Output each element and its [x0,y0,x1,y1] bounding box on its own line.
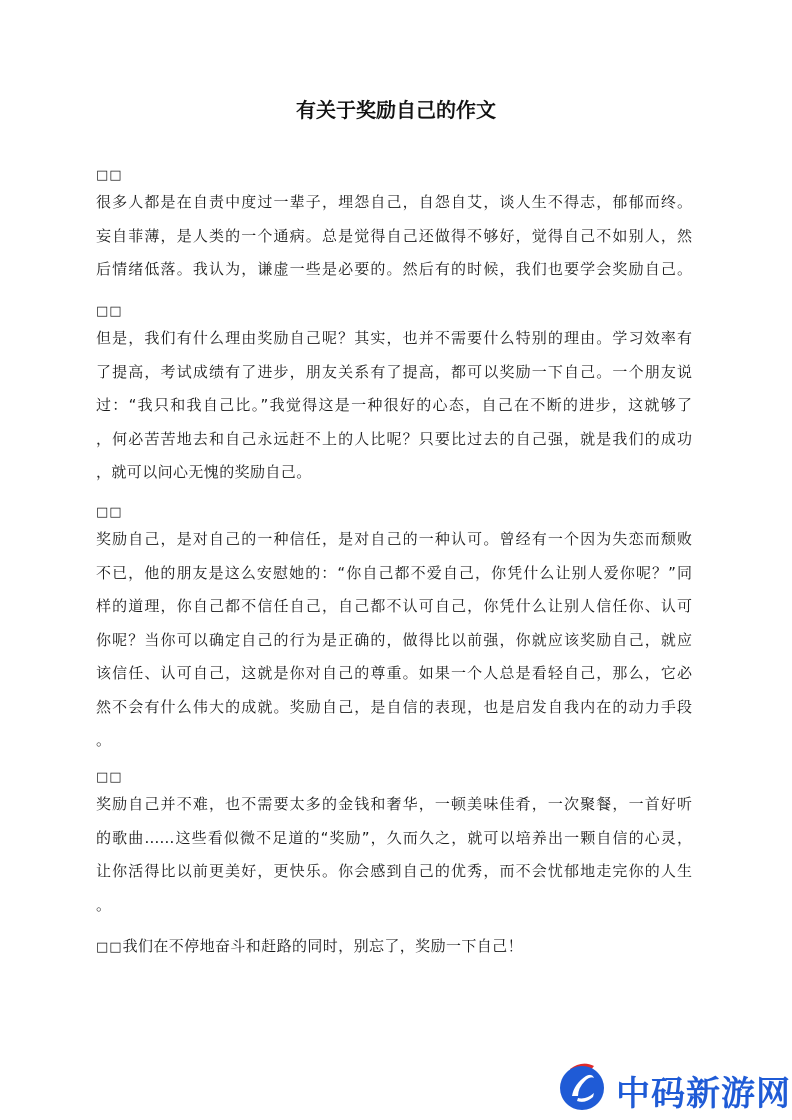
paragraph-line: 奖励自己并不难，也不需要太多的金钱和奢华，一顿美味佳肴，一次聚餐，一首好听 [96,795,692,813]
paragraph-marker: □□ [96,505,123,520]
paragraph-line: 不已，他的朋友是这么安慰她的：“你自己都不爱自己，你凭什么让别人爱你呢？”同 [96,563,692,582]
paragraph-line: 然不会有什么伟大的成就。奖励自己，是自信的表现，也是启发自我内在的动力手段 [96,697,692,716]
paragraph-3 [96,503,692,758]
paragraph-line: 该信任、认可自己，这就是你对自己的尊重。如果一个人总是看轻自己，那么，它必 [96,664,692,682]
paragraph-marker: □□ [96,770,123,785]
paragraph-1 [96,166,692,287]
paragraph-line: 妄自菲薄，是人类的一个通病。总是觉得自己还做得不够好，觉得自己不如别人，然 [96,226,692,245]
paragraph-line: 后情绪低落。我认为，谦虚一些是必要的。然后有的时候，我们也要学会奖励自己。 [96,260,692,278]
site-logo-icon [556,1060,608,1112]
paragraph-marker: □□ [96,940,123,955]
paragraph-line: 你呢？当你可以确定自己的行为是正确的，做得比以前强，你就应该奖励自己，就应 [96,630,692,649]
paragraph-line: 但是，我们有什么理由奖励自己呢？其实，也并不需要什么特别的理由。学习效率有 [96,329,692,347]
paragraph-line: 过：“我只和我自己比。”我觉得这是一种很好的心态，自己在不断的进步，这就够了 [96,396,692,414]
paragraph-marker: □□ [96,304,123,319]
paragraph-line: 样的道理，你自己都不信任自己，自己都不认可自己，你凭什么让别人信任你、认可 [96,597,692,615]
closing-line [96,930,523,964]
paragraph-4 [96,768,692,922]
paragraph-line: 。 [96,895,112,914]
paragraph-line: 奖励自己，是对自己的一种信任，是对自己的一种认可。曾经有一个因为失恋而颓败 [96,530,692,548]
watermark-text: 中码新游网 [616,1074,791,1114]
paragraph-marker: □□ [96,168,123,183]
paragraph-line: 了提高，考试成绩有了进步，朋友关系有了提高，都可以奖励一下自己。一个朋友说 [96,362,692,381]
paragraph-line: 的歌曲……这些看似微不足道的“奖励”，久而久之，就可以培养出一颗自信的心灵， [96,828,692,847]
paragraph-line: ，就可以问心无愧的奖励自己。 [96,463,312,481]
paragraph-line: 让你活得比以前更美好，更快乐。你会感到自己的优秀，而不会忧郁地走完你的人生 [96,862,692,880]
paragraph-line: ，何必苦苦地去和自己永远赶不上的人比呢？只要比过去的自己强，就是我们的成功 [96,429,692,448]
watermark[interactable] [548,1056,792,1120]
paragraph-2 [96,302,692,490]
paragraph-line: 很多人都是在自责中度过一辈子，埋怨自己，自怨自艾，谈人生不得志，郁郁而终。 [96,193,692,211]
document-title: 有关于奖励自己的作文 [296,98,496,122]
paragraph-line: 。 [96,731,112,749]
closing-text: 我们在不停地奋斗和赶路的同时，别忘了，奖励一下自己！ [122,937,523,955]
